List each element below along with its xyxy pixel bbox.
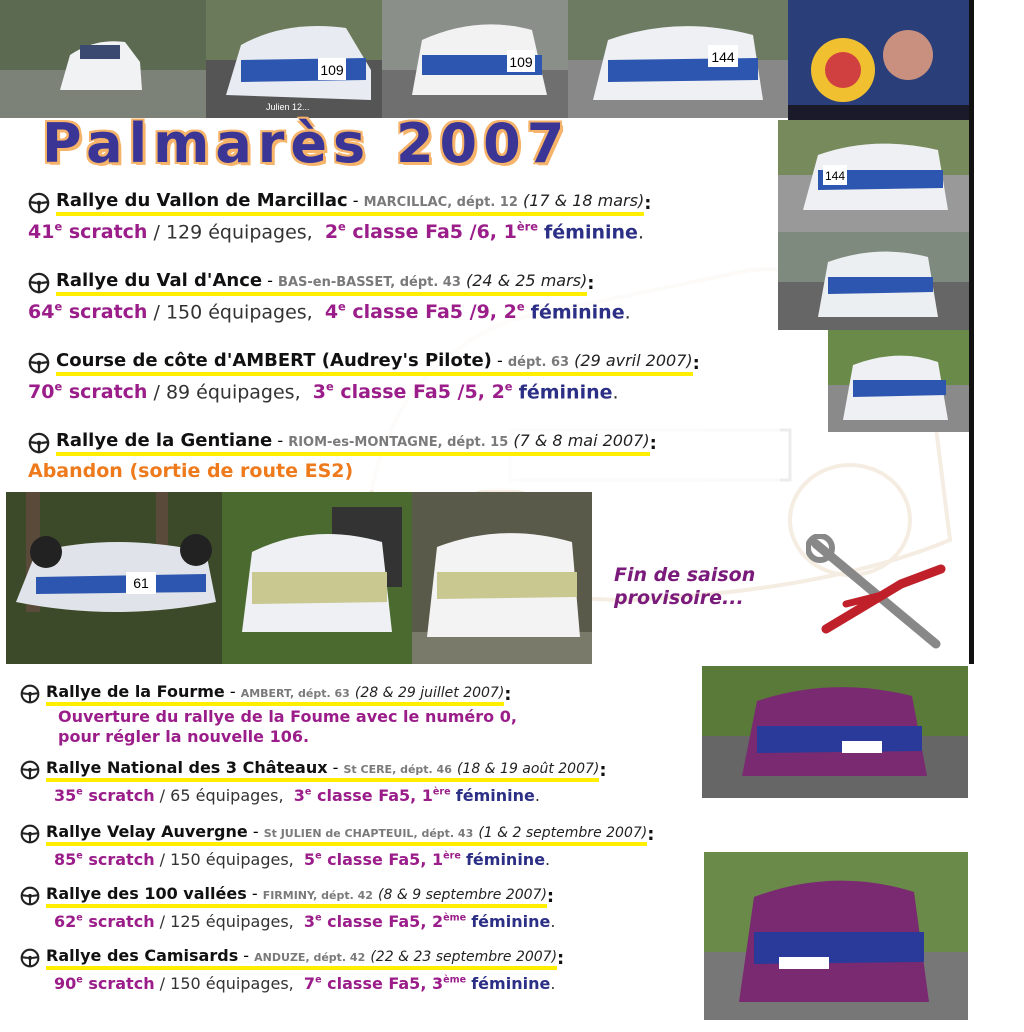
event-name: Rallye des Camisards [46,946,239,965]
car-number: 144 [824,169,846,183]
event-ambert-hillclimb: Course de côte d'AMBERT (Audrey's Pilote) - dépt. 63 (29 avril 2007) : 70e scratch / 89 équipages, 3e classe Fa5 /5, 2e féminine. [28,350,700,404]
car-number: 61 [133,575,149,591]
event-result: 85e scratch / 150 équipages, 5e classe Fa5, 1ère féminine. [54,850,551,869]
event-result: 41e scratch / 129 équipages, 2e classe Fa5 /6, 1ère féminine. [28,220,644,244]
event-location: FIRMINY, dépt. 42 [262,889,373,902]
page-title: Palmarès 2007 [42,112,571,175]
steering-wheel-icon [28,192,50,214]
event-location: AMBERT, dépt. 63 [240,687,350,700]
event-result: Abandon (sortie de route ES2) [28,460,354,482]
steering-wheel-icon [20,760,40,780]
crash-photo-3 [412,492,592,664]
rally-photo-2 [206,0,382,118]
event-name: Rallye de la Fourme [46,682,225,701]
event-dates: (7 & 8 mai 2007) [513,431,650,450]
event-location: MARCILLAC, dépt. 12 [363,195,518,210]
event-name: Course de côte d'AMBERT (Audrey's Pilote) [56,350,492,371]
crash-photo-2 [222,492,412,664]
event-result: 90e scratch / 150 équipages, 7e classe Fa5, 3ème féminine. [54,974,556,993]
event-result: 62e scratch / 125 équipages, 3e classe Fa5, 2ème féminine. [54,912,556,931]
event-result: 64e scratch / 150 équipages, 4e classe Fa5 /9, 2e féminine. [28,300,631,324]
rally-photo-7 [778,232,970,330]
season-end-note: Fin de saison provisoire... [614,564,756,609]
rally-photo-4 [568,0,788,118]
steering-wheel-icon [20,684,40,704]
rally-photo-5-crew [788,0,970,135]
event-dates: (17 & 18 mars) [522,191,645,210]
steering-wheel-icon [28,352,50,374]
event-name: Rallye de la Gentiane [56,430,273,451]
steering-wheel-icon [28,432,50,454]
steering-wheel-icon [28,272,50,294]
rally-photo-6 [778,120,970,232]
event-dates: (24 & 25 mars) [466,271,588,290]
car-number: 109 [320,62,344,78]
car-number: 109 [509,54,533,70]
car-number: 144 [711,49,735,65]
event-dates: (1 & 2 septembre 2007) [478,825,648,841]
event-name: Rallye des 100 vallées [46,884,247,903]
event-name: Rallye du Val d'Ance [56,270,263,291]
event-name: Rallye du Vallon de Marcillac [56,190,348,211]
photo-caption: Julien 12... [266,102,310,112]
steering-wheel-icon [20,886,40,906]
event-velay-auvergne: Rallye Velay Auvergne - St JULIEN de CHAPTEUIL, dépt. 43 (1 & 2 septembre 2007) : 85e scratch / 150 équipages, 5e classe Fa5, 1ère féminine. [20,822,654,869]
rally-photo-10 [704,852,968,1020]
event-3-chateaux: Rallye National des 3 Châteaux - St CERE, dépt. 46 (18 & 19 août 2007) : 35e scratch / 65 équipages, 3e classe Fa5, 1ère féminine. [20,758,607,805]
crash-photo-1 [6,492,222,664]
rally-photo-8 [828,330,970,432]
steering-wheel-icon [20,824,40,844]
event-location: St JULIEN de CHAPTEUIL, dépt. 43 [263,827,474,840]
divider-line [969,0,974,664]
event-camisards: Rallye des Camisards - ANDUZE, dépt. 42 (22 & 23 septembre 2007) : 90e scratch / 150 équipages, 7e classe Fa5, 3ème féminine. [20,946,564,993]
event-100-vallees: Rallye des 100 vallées - FIRMINY, dépt. 42 (8 & 9 septembre 2007) : 62e scratch / 125 équipages, 3e classe Fa5, 2ème féminine. [20,884,555,931]
event-marcillac: Rallye du Vallon de Marcillac - MARCILLAC, dépt. 12 (17 & 18 mars) : 41e scratch / 129 équipages, 2e classe Fa5 /6, 1ère féminine. [28,190,652,244]
event-location: ANDUZE, dépt. 42 [254,951,366,964]
event-result: 70e scratch / 89 équipages, 3e classe Fa5 /5, 2e féminine. [28,380,619,404]
event-dates: (22 & 23 septembre 2007) [370,949,558,965]
event-gentiane: Rallye de la Gentiane - RIOM-es-MONTAGNE, dépt. 15 (7 & 8 mai 2007) : Abandon (sortie de route ES2) [28,430,657,482]
event-dates: (18 & 19 août 2007) [456,761,600,777]
event-dates: (29 avril 2007) [574,351,693,370]
event-name: Rallye Velay Auvergne [46,822,248,841]
event-location: St CERE, dépt. 46 [343,763,452,776]
event-result: 35e scratch / 65 équipages, 3e classe Fa5, 1ère féminine. [54,786,540,805]
event-dates: (8 & 9 septembre 2007) [378,887,547,903]
rally-photo-1 [0,0,206,118]
rally-photo-9 [702,666,968,798]
event-dates: (28 & 29 juillet 2007) [354,685,505,701]
steering-wheel-icon [20,948,40,968]
event-val-dance: Rallye du Val d'Ance - BAS-en-BASSET, dépt. 43 (24 & 25 mars) : 64e scratch / 150 équipages, 4e classe Fa5 /9, 2e féminine. [28,270,631,324]
event-location: dépt. 63 [507,355,570,370]
event-location: BAS-en-BASSET, dépt. 43 [278,275,461,290]
event-note: Ouverture du rallye de la Foume avec le numéro 0, pour régler la nouvelle 106. [58,707,517,746]
event-fourme: Rallye de la Fourme - AMBERT, dépt. 63 (28 & 29 juillet 2007) : [20,682,512,706]
rally-photo-3 [382,0,568,118]
wrench-pliers-icon [806,534,956,654]
event-location: RIOM-es-MONTAGNE, dépt. 15 [288,435,509,450]
event-name: Rallye National des 3 Châteaux [46,758,328,777]
